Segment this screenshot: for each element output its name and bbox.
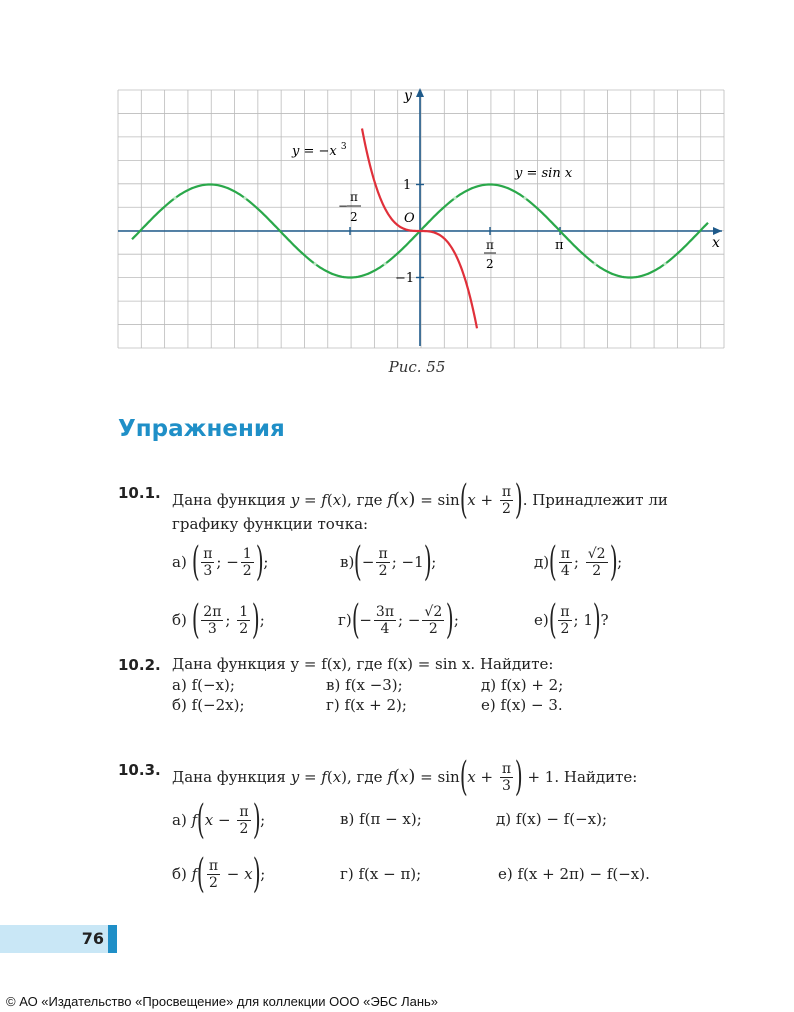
option-v: в) f(π − x); (340, 810, 422, 828)
section-title: Упражнения (118, 416, 285, 442)
tick-label-minus-one: −1 (395, 271, 415, 286)
sin-point (663, 262, 666, 265)
graph-axes (118, 88, 722, 346)
option-v: в) f(x −3); (326, 676, 403, 694)
exercise-10-1-line2: графику функции точка: (172, 515, 369, 533)
sin-point (453, 197, 456, 200)
tick-label-pi-half-den: 2 (486, 257, 494, 271)
page-number-accent (108, 925, 117, 953)
option-b: б) f(−2x); (172, 696, 245, 714)
option-d: д) f(x) − f(−x); (496, 810, 608, 828)
option-v: в) ( − $\frac{\pi}{2}$ ; −1 ) ; (340, 539, 437, 585)
option-e: е) f(x) − 3. (481, 696, 563, 714)
graph-grid (118, 90, 724, 348)
option-g: г) f(x − π); (340, 865, 422, 883)
option-a: а) f ( x − $\frac{\pi}{2}$ ) ; (172, 797, 266, 843)
option-d: д) ( $\frac{\pi}{4}$ ; $\frac{√2}{2}$ ) ; (534, 539, 623, 585)
option-a: а) ( $\frac{\pi}{3}$ ; − $\frac{1}{2}$ ) ; (172, 539, 269, 585)
copyright-notice: © АО «Издательство «Просвещение» для коллекции ООО «ЭБС Лань» (6, 994, 439, 1009)
exercise-10-1-statement: Дана функция y = f ( x ) , где f ( x ) = sin ( x + $\frac{\pi}{2}$ ) . Принадлежит ли (172, 477, 668, 523)
tick-label-one: 1 (403, 178, 412, 193)
x-axis-arrow (713, 227, 722, 235)
option-g: г) ( − $\frac{3\pi}{4}$ ; − $\frac{√2}{2}$ ) ; (338, 597, 459, 643)
exercise-number: 10.2. (118, 656, 161, 674)
sin-point (243, 197, 246, 200)
tick-label-pi: π (555, 238, 564, 253)
exercise-number: 10.3. (118, 761, 161, 779)
sin-function-label: y = sin x (515, 166, 573, 181)
sin-point (523, 197, 526, 200)
origin-label: O (404, 211, 415, 226)
cube-function-label: y = −x $^3$ (292, 142, 347, 159)
function-graph-figure (0, 0, 794, 360)
sin-point (383, 262, 386, 265)
x-axis-label: x (712, 235, 720, 251)
tick-label-pi-half-num: π (486, 238, 494, 252)
exercise-number: 10.1. (118, 484, 161, 502)
tick-label-neg-pi-half-den: 2 (350, 210, 358, 224)
option-g: г) f(x + 2); (326, 696, 407, 714)
tick-label-neg-pi-half-minus: − (338, 199, 349, 213)
y-axis-arrow (416, 88, 424, 97)
figure-caption: Рис. 55 (388, 358, 446, 376)
option-d: д) f(x) + 2; (481, 676, 564, 694)
sin-point (173, 197, 176, 200)
option-e: е) f(x + 2π) − f(−x). (498, 865, 650, 883)
option-b: б) f ( $\frac{\pi}{2}$ − x ) ; (172, 851, 266, 897)
option-a: а) f(−x); (172, 676, 235, 694)
sin-point (593, 262, 596, 265)
option-e: е) ( $\frac{\pi}{2}$ ; 1 ) ? (534, 597, 609, 643)
page-number: 76 (81, 929, 104, 948)
y-axis-label: y (404, 88, 412, 104)
tick-label-neg-pi-half-num: π (350, 190, 358, 204)
exercise-10-3-statement: Дана функция y = f ( x ), где f ( x ) = sin ( x + $\frac{\pi}{3}$ ) + 1. Найдите: (172, 754, 638, 800)
sin-point (313, 262, 316, 265)
exercise-10-2-statement: Дана функция y = f(x), где f(x) = sin x. Найдите: (172, 655, 554, 673)
option-b: б) ( $\frac{2\pi}{3}$ ; $\frac{1}{2}$ ) ; (172, 597, 265, 643)
